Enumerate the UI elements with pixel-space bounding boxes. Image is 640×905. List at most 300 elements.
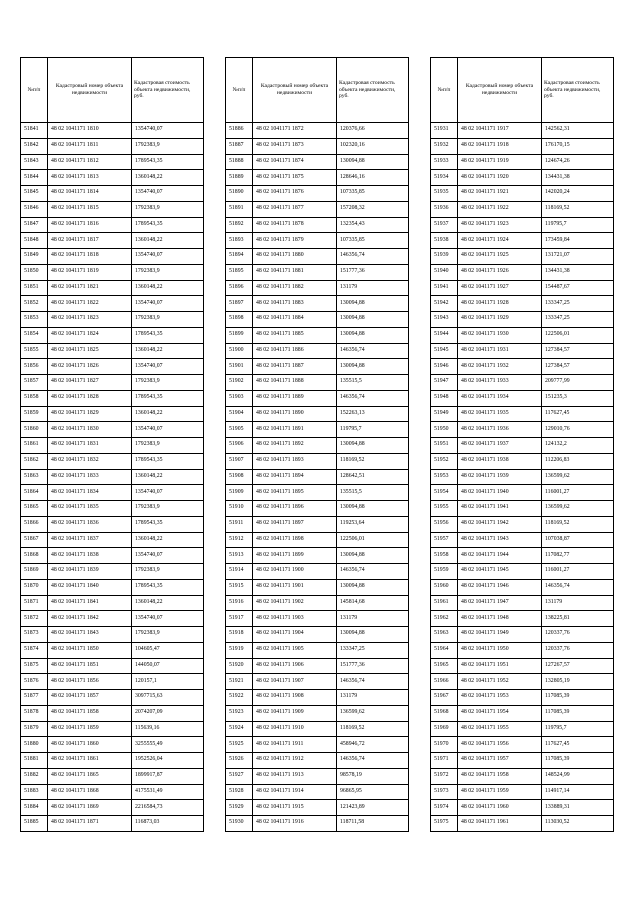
- row-number-cell: 51867: [21, 532, 48, 548]
- cadastral-number-cell: 48 02 1041171 1812: [48, 154, 132, 170]
- table-row: [431, 469, 614, 485]
- header-row-number: №п/п: [21, 58, 48, 123]
- cadastral-number-cell: 48 02 1041171 1929: [458, 312, 542, 328]
- row-number-cell: 51887: [226, 138, 253, 154]
- cadastral-number-cell: 48 02 1041171 1831: [48, 438, 132, 454]
- row-number-cell: 51961: [431, 595, 458, 611]
- cadastral-number-cell: 48 02 1041171 1915: [253, 800, 337, 816]
- table-row: [431, 532, 614, 548]
- cadastral-cost-cell: 119795,7: [542, 721, 614, 737]
- table-row: [21, 296, 204, 312]
- table-row: [21, 768, 204, 784]
- table-row: [431, 768, 614, 784]
- table-row: [431, 280, 614, 296]
- cadastral-cost-cell: 1360148,22: [132, 343, 204, 359]
- table-row: [21, 674, 204, 690]
- table-body: [226, 123, 409, 832]
- row-number-cell: 51915: [226, 579, 253, 595]
- table-row: [21, 327, 204, 343]
- table-row: [21, 721, 204, 737]
- table-row: [21, 784, 204, 800]
- cadastral-cost-cell: 112206,83: [542, 453, 614, 469]
- cadastral-cost-cell: 96865,95: [337, 784, 409, 800]
- cadastral-cost-cell: 131179: [542, 595, 614, 611]
- table-row: [431, 595, 614, 611]
- cadastral-cost-cell: 118169,52: [542, 516, 614, 532]
- cadastral-cost-cell: 136599,62: [542, 469, 614, 485]
- cadastral-cost-cell: 115639,16: [132, 721, 204, 737]
- row-number-cell: 51910: [226, 501, 253, 517]
- row-number-cell: 51892: [226, 217, 253, 233]
- cadastral-number-cell: 48 02 1041171 1882: [253, 280, 337, 296]
- table-row: [431, 784, 614, 800]
- cadastral-number-cell: 48 02 1041171 1827: [48, 375, 132, 391]
- row-number-cell: 51972: [431, 768, 458, 784]
- cadastral-number-cell: 48 02 1041171 1912: [253, 753, 337, 769]
- row-number-cell: 51908: [226, 469, 253, 485]
- cadastral-cost-cell: 2216584,73: [132, 800, 204, 816]
- row-number-cell: 51852: [21, 296, 48, 312]
- row-number-cell: 51942: [431, 296, 458, 312]
- table-row: [226, 784, 409, 800]
- table-row: [226, 627, 409, 643]
- cadastral-number-cell: 48 02 1041171 1916: [253, 816, 337, 832]
- table-row: [21, 438, 204, 454]
- table-row: [226, 296, 409, 312]
- cadastral-number-cell: 48 02 1041171 1850: [48, 642, 132, 658]
- cadastral-number-cell: 48 02 1041171 1843: [48, 627, 132, 643]
- table-row: [226, 170, 409, 186]
- cadastral-number-cell: 48 02 1041171 1833: [48, 469, 132, 485]
- row-number-cell: 51971: [431, 753, 458, 769]
- cadastral-cost-cell: 117627,45: [542, 406, 614, 422]
- cadastral-cost-cell: 120337,76: [542, 627, 614, 643]
- table-row: [226, 217, 409, 233]
- table-row: [21, 501, 204, 517]
- cadastral-cost-cell: 130094,88: [337, 312, 409, 328]
- cadastral-number-cell: 48 02 1041171 1961: [458, 816, 542, 832]
- cadastral-cost-cell: 122506,01: [542, 327, 614, 343]
- cadastral-number-cell: 48 02 1041171 1888: [253, 375, 337, 391]
- cadastral-cost-cell: 146356,74: [337, 343, 409, 359]
- row-number-cell: 51914: [226, 564, 253, 580]
- cadastral-number-cell: 48 02 1041171 1837: [48, 532, 132, 548]
- cadastral-cost-cell: 104605,47: [132, 642, 204, 658]
- cadastral-number-cell: 48 02 1041171 1810: [48, 123, 132, 139]
- row-number-cell: 51882: [21, 768, 48, 784]
- table-row: [431, 485, 614, 501]
- table-row: [226, 123, 409, 139]
- row-number-cell: 51957: [431, 532, 458, 548]
- table-row: [21, 595, 204, 611]
- cadastral-number-cell: 48 02 1041171 1813: [48, 170, 132, 186]
- row-number-cell: 51922: [226, 690, 253, 706]
- cadastral-number-cell: 48 02 1041171 1889: [253, 390, 337, 406]
- cadastral-number-cell: 48 02 1041171 1875: [253, 170, 337, 186]
- cadastral-number-cell: 48 02 1041171 1834: [48, 485, 132, 501]
- cadastral-number-cell: 48 02 1041171 1908: [253, 690, 337, 706]
- cadastral-number-cell: 48 02 1041171 1871: [48, 816, 132, 832]
- table-row: [21, 485, 204, 501]
- cadastral-number-cell: 48 02 1041171 1858: [48, 705, 132, 721]
- table-row: [226, 611, 409, 627]
- row-number-cell: 51949: [431, 406, 458, 422]
- row-number-cell: 51880: [21, 737, 48, 753]
- cadastral-number-cell: 48 02 1041171 1894: [253, 469, 337, 485]
- table-row: [21, 138, 204, 154]
- cadastral-cost-cell: 130094,88: [337, 296, 409, 312]
- cadastral-cost-cell: 133347,25: [542, 296, 614, 312]
- cadastral-number-cell: 48 02 1041171 1874: [253, 154, 337, 170]
- cadastral-cost-cell: 152263,13: [337, 406, 409, 422]
- cadastral-number-cell: 48 02 1041171 1841: [48, 595, 132, 611]
- table-row: [431, 375, 614, 391]
- table-row: [21, 312, 204, 328]
- cadastral-cost-cell: 117082,77: [542, 548, 614, 564]
- cadastral-cost-cell: 119795,7: [542, 217, 614, 233]
- cadastral-cost-cell: 146356,74: [542, 579, 614, 595]
- cadastral-cost-cell: 127384,57: [542, 343, 614, 359]
- table-row: [21, 611, 204, 627]
- row-number-cell: 51917: [226, 611, 253, 627]
- cadastral-cost-cell: 1360148,22: [132, 595, 204, 611]
- table-row: [431, 658, 614, 674]
- table-row: [21, 343, 204, 359]
- cadastral-cost-cell: 116873,03: [132, 816, 204, 832]
- cadastral-cost-cell: 1792383,9: [132, 138, 204, 154]
- row-number-cell: 51967: [431, 690, 458, 706]
- cadastral-number-cell: 48 02 1041171 1886: [253, 343, 337, 359]
- cadastral-number-cell: 48 02 1041171 1918: [458, 138, 542, 154]
- cadastral-number-cell: 48 02 1041171 1817: [48, 233, 132, 249]
- cadastral-number-cell: 48 02 1041171 1896: [253, 501, 337, 517]
- cadastral-number-cell: 48 02 1041171 1942: [458, 516, 542, 532]
- cadastral-cost-cell: 1360148,22: [132, 406, 204, 422]
- cadastral-cost-cell: 1354740,07: [132, 296, 204, 312]
- cadastral-cost-cell: 157208,32: [337, 201, 409, 217]
- row-number-cell: 51940: [431, 264, 458, 280]
- cadastral-number-cell: 48 02 1041171 1818: [48, 249, 132, 265]
- cadastral-cost-cell: 1789543,35: [132, 327, 204, 343]
- row-number-cell: 51845: [21, 186, 48, 202]
- cadastral-number-cell: 48 02 1041171 1947: [458, 595, 542, 611]
- table-row: [431, 721, 614, 737]
- cadastral-number-cell: 48 02 1041171 1949: [458, 627, 542, 643]
- row-number-cell: 51861: [21, 438, 48, 454]
- cadastral-cost-cell: 134431,38: [542, 170, 614, 186]
- cadastral-number-cell: 48 02 1041171 1877: [253, 201, 337, 217]
- cadastral-cost-cell: 1792383,9: [132, 438, 204, 454]
- row-number-cell: 51911: [226, 516, 253, 532]
- row-number-cell: 51921: [226, 674, 253, 690]
- cadastral-cost-cell: 117627,45: [542, 737, 614, 753]
- row-number-cell: 51963: [431, 627, 458, 643]
- cadastral-number-cell: 48 02 1041171 1957: [458, 753, 542, 769]
- row-number-cell: 51955: [431, 501, 458, 517]
- row-number-cell: 51862: [21, 453, 48, 469]
- cadastral-cost-cell: 130094,88: [337, 548, 409, 564]
- cadastral-cost-cell: 1789543,35: [132, 217, 204, 233]
- registry-table-middle: [225, 57, 409, 832]
- cadastral-number-cell: 48 02 1041171 1830: [48, 422, 132, 438]
- row-number-cell: 51975: [431, 816, 458, 832]
- header-row-number: №п/п: [431, 58, 458, 123]
- table-row: [226, 737, 409, 753]
- table-row: [431, 548, 614, 564]
- table-row: [431, 343, 614, 359]
- cadastral-number-cell: 48 02 1041171 1919: [458, 154, 542, 170]
- table-row: [431, 737, 614, 753]
- row-number-cell: 51956: [431, 516, 458, 532]
- table-row: [431, 627, 614, 643]
- table-row: [21, 627, 204, 643]
- cadastral-cost-cell: 118169,52: [337, 453, 409, 469]
- cadastral-number-cell: 48 02 1041171 1816: [48, 217, 132, 233]
- table-row: [21, 564, 204, 580]
- table-row: [226, 327, 409, 343]
- cadastral-number-cell: 48 02 1041171 1869: [48, 800, 132, 816]
- cadastral-cost-cell: 113030,52: [542, 816, 614, 832]
- row-number-cell: 51871: [21, 595, 48, 611]
- cadastral-number-cell: 48 02 1041171 1946: [458, 579, 542, 595]
- table-row: [431, 138, 614, 154]
- cadastral-cost-cell: 120337,76: [542, 642, 614, 658]
- table-row: [431, 186, 614, 202]
- row-number-cell: 51950: [431, 422, 458, 438]
- cadastral-number-cell: 48 02 1041171 1873: [253, 138, 337, 154]
- row-number-cell: 51904: [226, 406, 253, 422]
- table-row: [226, 721, 409, 737]
- cadastral-cost-cell: 130094,88: [337, 154, 409, 170]
- cadastral-cost-cell: 146356,74: [337, 674, 409, 690]
- cadastral-cost-cell: 1789543,35: [132, 516, 204, 532]
- cadastral-number-cell: 48 02 1041171 1884: [253, 312, 337, 328]
- row-number-cell: 51931: [431, 123, 458, 139]
- row-number-cell: 51912: [226, 532, 253, 548]
- cadastral-number-cell: 48 02 1041171 1927: [458, 280, 542, 296]
- table-row: [21, 737, 204, 753]
- cadastral-cost-cell: 209777,99: [542, 375, 614, 391]
- table-row: [21, 753, 204, 769]
- cadastral-cost-cell: 107335,85: [337, 186, 409, 202]
- row-number-cell: 51855: [21, 343, 48, 359]
- row-number-cell: 51943: [431, 312, 458, 328]
- cadastral-number-cell: 48 02 1041171 1821: [48, 280, 132, 296]
- table-row: [431, 501, 614, 517]
- header-cadastral-cost: Кадастровая стоимость объекта недвижимости, руб.: [132, 58, 204, 123]
- row-number-cell: 51844: [21, 170, 48, 186]
- table-row: [431, 123, 614, 139]
- cadastral-cost-cell: 1792383,9: [132, 627, 204, 643]
- cadastral-number-cell: 48 02 1041171 1826: [48, 359, 132, 375]
- row-number-cell: 51870: [21, 579, 48, 595]
- cadastral-number-cell: 48 02 1041171 1917: [458, 123, 542, 139]
- table-row: [21, 249, 204, 265]
- row-number-cell: 51886: [226, 123, 253, 139]
- table-row: [431, 816, 614, 832]
- cadastral-cost-cell: 2074207,09: [132, 705, 204, 721]
- cadastral-cost-cell: 1792383,9: [132, 312, 204, 328]
- cadastral-number-cell: 48 02 1041171 1890: [253, 406, 337, 422]
- row-number-cell: 51894: [226, 249, 253, 265]
- cadastral-cost-cell: 127267,57: [542, 658, 614, 674]
- row-number-cell: 51900: [226, 343, 253, 359]
- cadastral-cost-cell: 1354740,07: [132, 186, 204, 202]
- cadastral-cost-cell: 114917,14: [542, 784, 614, 800]
- row-number-cell: 51872: [21, 611, 48, 627]
- cadastral-number-cell: 48 02 1041171 1948: [458, 611, 542, 627]
- row-number-cell: 51952: [431, 453, 458, 469]
- table-row: [431, 705, 614, 721]
- table-row: [21, 705, 204, 721]
- cadastral-number-cell: 48 02 1041171 1828: [48, 390, 132, 406]
- cadastral-number-cell: 48 02 1041171 1922: [458, 201, 542, 217]
- table-row: [226, 438, 409, 454]
- table-row: [431, 217, 614, 233]
- table-row: [226, 154, 409, 170]
- table-row: [21, 469, 204, 485]
- table-row: [226, 264, 409, 280]
- cadastral-number-cell: 48 02 1041171 1951: [458, 658, 542, 674]
- row-number-cell: 51920: [226, 658, 253, 674]
- cadastral-number-cell: 48 02 1041171 1928: [458, 296, 542, 312]
- table-row: [21, 359, 204, 375]
- cadastral-number-cell: 48 02 1041171 1913: [253, 768, 337, 784]
- cadastral-number-cell: 48 02 1041171 1955: [458, 721, 542, 737]
- cadastral-number-cell: 48 02 1041171 1930: [458, 327, 542, 343]
- table-row: [226, 186, 409, 202]
- cadastral-cost-cell: 151777,36: [337, 264, 409, 280]
- row-number-cell: 51890: [226, 186, 253, 202]
- cadastral-cost-cell: 130094,88: [337, 501, 409, 517]
- row-number-cell: 51941: [431, 280, 458, 296]
- cadastral-cost-cell: 3255555,49: [132, 737, 204, 753]
- table-row: [431, 390, 614, 406]
- row-number-cell: 51959: [431, 564, 458, 580]
- cadastral-cost-cell: 1789543,35: [132, 579, 204, 595]
- table-row: [226, 768, 409, 784]
- cadastral-number-cell: 48 02 1041171 1943: [458, 532, 542, 548]
- cadastral-cost-cell: 133347,25: [542, 312, 614, 328]
- table-header-row: [226, 58, 409, 123]
- table-row: [226, 800, 409, 816]
- cadastral-cost-cell: 132354,43: [337, 217, 409, 233]
- table-row: [431, 264, 614, 280]
- table-row: [431, 516, 614, 532]
- cadastral-number-cell: 48 02 1041171 1880: [253, 249, 337, 265]
- cadastral-cost-cell: 1789543,35: [132, 453, 204, 469]
- row-number-cell: 51898: [226, 312, 253, 328]
- table-row: [21, 548, 204, 564]
- table-row: [21, 201, 204, 217]
- cadastral-number-cell: 48 02 1041171 1822: [48, 296, 132, 312]
- cadastral-cost-cell: 151777,36: [337, 658, 409, 674]
- cadastral-cost-cell: 1354740,07: [132, 485, 204, 501]
- cadastral-cost-cell: 142562,31: [542, 123, 614, 139]
- row-number-cell: 51893: [226, 233, 253, 249]
- cadastral-number-cell: 48 02 1041171 1900: [253, 564, 337, 580]
- cadastral-cost-cell: 130094,88: [337, 359, 409, 375]
- table-row: [226, 548, 409, 564]
- row-number-cell: 51954: [431, 485, 458, 501]
- table-row: [226, 564, 409, 580]
- cadastral-number-cell: 48 02 1041171 1895: [253, 485, 337, 501]
- cadastral-number-cell: 48 02 1041171 1903: [253, 611, 337, 627]
- cadastral-number-cell: 48 02 1041171 1839: [48, 564, 132, 580]
- cadastral-cost-cell: 1792383,9: [132, 375, 204, 391]
- cadastral-number-cell: 48 02 1041171 1940: [458, 485, 542, 501]
- table-row: [226, 469, 409, 485]
- row-number-cell: 51895: [226, 264, 253, 280]
- table-row: [431, 611, 614, 627]
- cadastral-cost-cell: 1360148,22: [132, 469, 204, 485]
- cadastral-cost-cell: 128642,51: [337, 469, 409, 485]
- table-row: [431, 690, 614, 706]
- cadastral-cost-cell: 1354740,07: [132, 359, 204, 375]
- header-cadastral-number: Кадастровый номер объекта недвижимости: [253, 58, 337, 123]
- cadastral-cost-cell: 130094,88: [337, 579, 409, 595]
- cadastral-number-cell: 48 02 1041171 1815: [48, 201, 132, 217]
- row-number-cell: 51881: [21, 753, 48, 769]
- table-row: [21, 642, 204, 658]
- cadastral-cost-cell: 116001,27: [542, 485, 614, 501]
- cadastral-number-cell: 48 02 1041171 1856: [48, 674, 132, 690]
- row-number-cell: 51848: [21, 233, 48, 249]
- row-number-cell: 51884: [21, 800, 48, 816]
- table-row: [431, 327, 614, 343]
- cadastral-number-cell: 48 02 1041171 1814: [48, 186, 132, 202]
- row-number-cell: 51905: [226, 422, 253, 438]
- table-header-row: [21, 58, 204, 123]
- cadastral-number-cell: 48 02 1041171 1829: [48, 406, 132, 422]
- table-row: [226, 312, 409, 328]
- cadastral-cost-cell: 130094,88: [337, 327, 409, 343]
- cadastral-cost-cell: 1354740,07: [132, 548, 204, 564]
- cadastral-number-cell: 48 02 1041171 1906: [253, 658, 337, 674]
- row-number-cell: 51863: [21, 469, 48, 485]
- cadastral-cost-cell: 117085,39: [542, 753, 614, 769]
- row-number-cell: 51858: [21, 390, 48, 406]
- table-row: [226, 816, 409, 832]
- row-number-cell: 51878: [21, 705, 48, 721]
- cadastral-number-cell: 48 02 1041171 1904: [253, 627, 337, 643]
- table-row: [226, 453, 409, 469]
- cadastral-number-cell: 48 02 1041171 1910: [253, 721, 337, 737]
- cadastral-cost-cell: 124674,26: [542, 154, 614, 170]
- row-number-cell: 51966: [431, 674, 458, 690]
- cadastral-cost-cell: 134431,38: [542, 264, 614, 280]
- table-row: [21, 390, 204, 406]
- cadastral-cost-cell: 124132,2: [542, 438, 614, 454]
- table-row: [21, 453, 204, 469]
- row-number-cell: 51902: [226, 375, 253, 391]
- row-number-cell: 51891: [226, 201, 253, 217]
- cadastral-number-cell: 48 02 1041171 1836: [48, 516, 132, 532]
- row-number-cell: 51930: [226, 816, 253, 832]
- table-row: [226, 375, 409, 391]
- cadastral-cost-cell: 135515,5: [337, 485, 409, 501]
- header-cadastral-cost: Кадастровая стоимость объекта недвижимости, руб.: [337, 58, 409, 123]
- row-number-cell: 51970: [431, 737, 458, 753]
- cadastral-number-cell: 48 02 1041171 1825: [48, 343, 132, 359]
- cadastral-number-cell: 48 02 1041171 1823: [48, 312, 132, 328]
- row-number-cell: 51927: [226, 768, 253, 784]
- table-row: [431, 579, 614, 595]
- row-number-cell: 51937: [431, 217, 458, 233]
- cadastral-number-cell: 48 02 1041171 1954: [458, 705, 542, 721]
- table-row: [226, 501, 409, 517]
- table-row: [431, 170, 614, 186]
